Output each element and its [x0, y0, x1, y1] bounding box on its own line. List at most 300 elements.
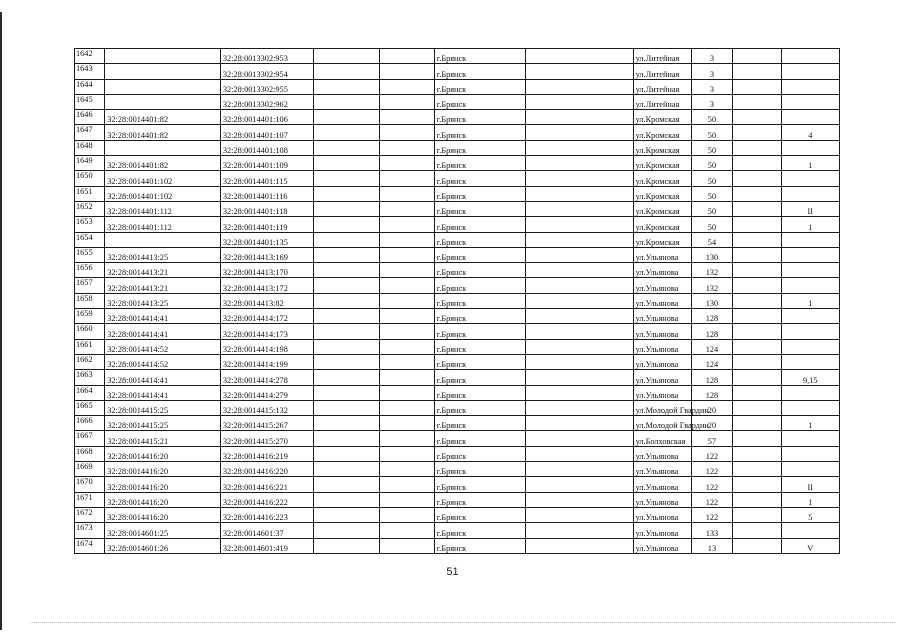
empty-cell [313, 400, 379, 415]
empty-cell [732, 538, 781, 553]
empty-cell [313, 49, 379, 64]
premises-number [781, 278, 839, 293]
parcel-cadastral-number: 32:28:0014416:20 [105, 477, 221, 492]
row-number: 1645 [75, 94, 105, 109]
premises-number: II [781, 201, 839, 216]
parcel-cadastral-number: 32:28:0014414:52 [105, 354, 221, 369]
empty-cell [732, 385, 781, 400]
parcel-cadastral-number: 32:28:0014601:26 [105, 538, 221, 553]
parcel-cadastral-number: 32:28:0014401:82 [105, 156, 221, 171]
empty-cell [379, 339, 434, 354]
row-number: 1665 [75, 400, 105, 415]
street-name: ул.Ульянова [633, 309, 691, 324]
table-row [75, 462, 840, 477]
city-name: г.Брянск [434, 125, 525, 140]
building-cadastral-number: 32:28:0014401:116 [220, 186, 313, 201]
premises-number: 1 [781, 492, 839, 507]
empty-cell [313, 171, 379, 186]
parcel-cadastral-number: 32:28:0014413:25 [105, 247, 221, 262]
empty-cell [525, 523, 633, 538]
table-row [75, 79, 840, 94]
street-name: ул.Ульянова [633, 370, 691, 385]
street-name: ул.Ульянова [633, 339, 691, 354]
street-name: ул.Литейная [633, 49, 691, 64]
table-row [75, 171, 840, 186]
city-name: г.Брянск [434, 477, 525, 492]
house-number: 3 [691, 64, 732, 79]
house-number: 57 [691, 431, 732, 446]
empty-cell [732, 247, 781, 262]
city-name: г.Брянск [434, 385, 525, 400]
street-name: ул.Ульянова [633, 477, 691, 492]
row-number: 1656 [75, 263, 105, 278]
building-cadastral-number: 32:28:0014414:278 [220, 370, 313, 385]
table-row [75, 385, 840, 400]
premises-number: 1 [781, 416, 839, 431]
table-row [75, 324, 840, 339]
premises-number [781, 171, 839, 186]
empty-cell [313, 507, 379, 522]
city-name: г.Брянск [434, 431, 525, 446]
parcel-cadastral-number: 32:28:0014414:41 [105, 385, 221, 400]
street-name: ул.Ульянова [633, 523, 691, 538]
premises-number [781, 110, 839, 125]
empty-cell [525, 140, 633, 155]
house-number: 54 [691, 232, 732, 247]
street-name: ул.Ульянова [633, 462, 691, 477]
empty-cell [732, 339, 781, 354]
empty-cell [379, 140, 434, 155]
empty-cell [379, 156, 434, 171]
street-name: ул.Ульянова [633, 385, 691, 400]
city-name: г.Брянск [434, 79, 525, 94]
house-number: 50 [691, 186, 732, 201]
street-name: ул.Ульянова [633, 263, 691, 278]
table-row [75, 278, 840, 293]
building-cadastral-number: 32:28:0014413:169 [220, 247, 313, 262]
premises-number [781, 446, 839, 461]
building-cadastral-number: 32:28:0014601:37 [220, 523, 313, 538]
row-number: 1653 [75, 217, 105, 232]
city-name: г.Брянск [434, 110, 525, 125]
empty-cell [379, 217, 434, 232]
building-cadastral-number: 32:28:0014414:279 [220, 385, 313, 400]
parcel-cadastral-number: 32:28:0014413:21 [105, 278, 221, 293]
empty-cell [379, 446, 434, 461]
empty-cell [732, 462, 781, 477]
empty-cell [313, 324, 379, 339]
row-number: 1672 [75, 507, 105, 522]
street-name: ул.Ульянова [633, 278, 691, 293]
empty-cell [379, 462, 434, 477]
empty-cell [525, 416, 633, 431]
empty-cell [379, 293, 434, 308]
premises-number [781, 64, 839, 79]
table-row [75, 477, 840, 492]
house-number: 50 [691, 125, 732, 140]
table-row [75, 538, 840, 553]
building-cadastral-number: 32:28:0013302:962 [220, 94, 313, 109]
building-cadastral-number: 32:28:0014416:222 [220, 492, 313, 507]
table-row [75, 339, 840, 354]
table-row [75, 492, 840, 507]
row-number: 1648 [75, 140, 105, 155]
house-number: 3 [691, 94, 732, 109]
building-cadastral-number: 32:28:0014401:107 [220, 125, 313, 140]
empty-cell [379, 247, 434, 262]
parcel-cadastral-number: 32:28:0014401:102 [105, 171, 221, 186]
empty-cell [313, 293, 379, 308]
table-row [75, 507, 840, 522]
premises-number [781, 354, 839, 369]
street-name: ул.Ульянова [633, 354, 691, 369]
house-number: 132 [691, 263, 732, 278]
row-number: 1650 [75, 171, 105, 186]
parcel-cadastral-number: 32:28:0014401:82 [105, 125, 221, 140]
table-row [75, 232, 840, 247]
empty-cell [525, 156, 633, 171]
building-cadastral-number: 32:28:0014416:223 [220, 507, 313, 522]
table-row [75, 523, 840, 538]
street-name: ул.Литейная [633, 64, 691, 79]
building-cadastral-number: 32:28:0014415:132 [220, 400, 313, 415]
table-row [75, 201, 840, 216]
premises-number: 1 [781, 217, 839, 232]
city-name: г.Брянск [434, 354, 525, 369]
city-name: г.Брянск [434, 523, 525, 538]
city-name: г.Брянск [434, 217, 525, 232]
building-cadastral-number: 32:28:0014413:172 [220, 278, 313, 293]
premises-number [781, 339, 839, 354]
parcel-cadastral-number: 32:28:0014416:20 [105, 507, 221, 522]
row-number: 1643 [75, 64, 105, 79]
table-row [75, 400, 840, 415]
row-number: 1667 [75, 431, 105, 446]
empty-cell [525, 293, 633, 308]
empty-cell [379, 49, 434, 64]
street-name: ул.Болховская [633, 431, 691, 446]
premises-number [781, 400, 839, 415]
empty-cell [732, 49, 781, 64]
house-number: 50 [691, 217, 732, 232]
empty-cell [525, 278, 633, 293]
premises-number [781, 263, 839, 278]
city-name: г.Брянск [434, 201, 525, 216]
empty-cell [525, 492, 633, 507]
parcel-cadastral-number: 32:28:0014414:41 [105, 324, 221, 339]
empty-cell [313, 354, 379, 369]
empty-cell [379, 186, 434, 201]
empty-cell [525, 79, 633, 94]
empty-cell [525, 125, 633, 140]
building-cadastral-number: 32:28:0014401:109 [220, 156, 313, 171]
empty-cell [379, 507, 434, 522]
empty-cell [313, 201, 379, 216]
empty-cell [525, 171, 633, 186]
street-name: ул.Молодой Гвардии [633, 400, 691, 415]
row-number: 1642 [75, 49, 105, 64]
house-number: 130 [691, 247, 732, 262]
building-cadastral-number: 32:28:0014416:221 [220, 477, 313, 492]
empty-cell [313, 217, 379, 232]
house-number: 132 [691, 278, 732, 293]
street-name: ул.Кромская [633, 125, 691, 140]
city-name: г.Брянск [434, 309, 525, 324]
parcel-cadastral-number [105, 64, 221, 79]
row-number: 1647 [75, 125, 105, 140]
building-cadastral-number: 32:28:0014415:270 [220, 431, 313, 446]
parcel-cadastral-number: 32:28:0014401:112 [105, 201, 221, 216]
street-name: ул.Кромская [633, 232, 691, 247]
empty-cell [732, 263, 781, 278]
empty-cell [732, 186, 781, 201]
street-name: ул.Молодой Гвардии [633, 416, 691, 431]
empty-cell [732, 446, 781, 461]
empty-cell [525, 339, 633, 354]
parcel-cadastral-number: 32:28:0014413:25 [105, 293, 221, 308]
empty-cell [732, 278, 781, 293]
empty-cell [732, 125, 781, 140]
empty-cell [732, 309, 781, 324]
parcel-cadastral-number [105, 140, 221, 155]
parcel-cadastral-number: 32:28:0014414:52 [105, 339, 221, 354]
empty-cell [379, 523, 434, 538]
empty-cell [313, 492, 379, 507]
row-number: 1651 [75, 186, 105, 201]
empty-cell [525, 49, 633, 64]
parcel-cadastral-number: 32:28:0014415:21 [105, 431, 221, 446]
city-name: г.Брянск [434, 538, 525, 553]
empty-cell [732, 324, 781, 339]
premises-number [781, 232, 839, 247]
empty-cell [525, 431, 633, 446]
city-name: г.Брянск [434, 370, 525, 385]
empty-cell [379, 79, 434, 94]
empty-cell [313, 64, 379, 79]
building-cadastral-number: 32:28:0014401:106 [220, 110, 313, 125]
city-name: г.Брянск [434, 507, 525, 522]
empty-cell [525, 507, 633, 522]
empty-cell [313, 125, 379, 140]
row-number: 1658 [75, 293, 105, 308]
table-row [75, 156, 840, 171]
street-name: ул.Кромская [633, 217, 691, 232]
premises-number [781, 140, 839, 155]
parcel-cadastral-number: 32:28:0014415:25 [105, 416, 221, 431]
city-name: г.Брянск [434, 171, 525, 186]
premises-number [781, 247, 839, 262]
table-row [75, 110, 840, 125]
empty-cell [313, 79, 379, 94]
empty-cell [379, 232, 434, 247]
parcel-cadastral-number [105, 79, 221, 94]
premises-number [781, 324, 839, 339]
page-number: 51 [446, 566, 459, 578]
empty-cell [525, 538, 633, 553]
city-name: г.Брянск [434, 247, 525, 262]
city-name: г.Брянск [434, 492, 525, 507]
premises-number: 1 [781, 293, 839, 308]
empty-cell [379, 309, 434, 324]
empty-cell [313, 477, 379, 492]
empty-cell [525, 462, 633, 477]
empty-cell [379, 370, 434, 385]
building-cadastral-number: 32:28:0013302:955 [220, 79, 313, 94]
empty-cell [313, 446, 379, 461]
parcel-cadastral-number: 32:28:0014416:20 [105, 492, 221, 507]
row-number: 1674 [75, 538, 105, 553]
table-row [75, 309, 840, 324]
building-cadastral-number: 32:28:0014401:119 [220, 217, 313, 232]
empty-cell [379, 400, 434, 415]
premises-number: 5 [781, 507, 839, 522]
empty-cell [313, 140, 379, 155]
row-number: 1654 [75, 232, 105, 247]
empty-cell [379, 477, 434, 492]
empty-cell [313, 232, 379, 247]
empty-cell [732, 370, 781, 385]
premises-number [781, 385, 839, 400]
empty-cell [313, 247, 379, 262]
street-name: ул.Кромская [633, 186, 691, 201]
empty-cell [313, 538, 379, 553]
empty-cell [732, 140, 781, 155]
empty-cell [313, 431, 379, 446]
row-number: 1657 [75, 278, 105, 293]
empty-cell [313, 523, 379, 538]
empty-cell [732, 110, 781, 125]
empty-cell [525, 400, 633, 415]
table-row [75, 217, 840, 232]
table-row [75, 446, 840, 461]
empty-cell [313, 156, 379, 171]
empty-cell [313, 416, 379, 431]
house-number: 122 [691, 507, 732, 522]
city-name: г.Брянск [434, 64, 525, 79]
street-name: ул.Ульянова [633, 446, 691, 461]
street-name: ул.Кромская [633, 156, 691, 171]
premises-number [781, 49, 839, 64]
house-number: 50 [691, 171, 732, 186]
empty-cell [525, 446, 633, 461]
empty-cell [379, 263, 434, 278]
row-number: 1652 [75, 201, 105, 216]
building-cadastral-number: 32:28:0014401:135 [220, 232, 313, 247]
building-cadastral-number: 32:28:0014414:172 [220, 309, 313, 324]
empty-cell [379, 278, 434, 293]
empty-cell [379, 94, 434, 109]
empty-cell [732, 232, 781, 247]
empty-cell [379, 385, 434, 400]
empty-cell [732, 400, 781, 415]
row-number: 1644 [75, 79, 105, 94]
empty-cell [732, 156, 781, 171]
table-row [75, 293, 840, 308]
premises-number [781, 186, 839, 201]
street-name: ул.Ульянова [633, 293, 691, 308]
premises-number [781, 79, 839, 94]
parcel-cadastral-number: 32:28:0014414:41 [105, 370, 221, 385]
building-cadastral-number: 32:28:0014413:82 [220, 293, 313, 308]
empty-cell [732, 492, 781, 507]
parcel-cadastral-number: 32:28:0014601:25 [105, 523, 221, 538]
city-name: г.Брянск [434, 339, 525, 354]
row-number: 1659 [75, 309, 105, 324]
street-name: ул.Литейная [633, 79, 691, 94]
parcel-cadastral-number: 32:28:0014416:20 [105, 462, 221, 477]
empty-cell [732, 431, 781, 446]
empty-cell [525, 309, 633, 324]
table-row [75, 416, 840, 431]
empty-cell [379, 125, 434, 140]
premises-number [781, 309, 839, 324]
row-number: 1664 [75, 385, 105, 400]
city-name: г.Брянск [434, 263, 525, 278]
parcel-cadastral-number: 32:28:0014413:21 [105, 263, 221, 278]
house-number: 13 [691, 538, 732, 553]
table-row [75, 263, 840, 278]
house-number: 130 [691, 293, 732, 308]
table-row [75, 49, 840, 64]
house-number: 20 [691, 416, 732, 431]
street-name: ул.Литейная [633, 94, 691, 109]
parcel-cadastral-number: 32:28:0014415:25 [105, 400, 221, 415]
parcel-cadastral-number [105, 94, 221, 109]
empty-cell [525, 385, 633, 400]
premises-number [781, 431, 839, 446]
street-name: ул.Кромская [633, 140, 691, 155]
empty-cell [525, 370, 633, 385]
house-number: 50 [691, 110, 732, 125]
house-number: 124 [691, 339, 732, 354]
row-number: 1666 [75, 416, 105, 431]
empty-cell [379, 538, 434, 553]
row-number: 1663 [75, 370, 105, 385]
empty-cell [732, 94, 781, 109]
row-number: 1671 [75, 492, 105, 507]
empty-cell [525, 232, 633, 247]
row-number: 1646 [75, 110, 105, 125]
table-row [75, 125, 840, 140]
empty-cell [732, 79, 781, 94]
premises-number: 4 [781, 125, 839, 140]
empty-cell [525, 201, 633, 216]
street-name: ул.Кромская [633, 171, 691, 186]
empty-cell [732, 416, 781, 431]
registry-table [74, 48, 840, 554]
empty-cell [732, 171, 781, 186]
empty-cell [379, 64, 434, 79]
house-number: 133 [691, 523, 732, 538]
empty-cell [732, 201, 781, 216]
empty-cell [732, 477, 781, 492]
house-number: 50 [691, 201, 732, 216]
city-name: г.Брянск [434, 140, 525, 155]
empty-cell [313, 385, 379, 400]
empty-cell [732, 507, 781, 522]
empty-cell [379, 201, 434, 216]
row-number: 1662 [75, 354, 105, 369]
city-name: г.Брянск [434, 94, 525, 109]
empty-cell [313, 370, 379, 385]
scan-edge-line [0, 12, 2, 630]
building-cadastral-number: 32:28:0014414:199 [220, 354, 313, 369]
row-number: 1661 [75, 339, 105, 354]
table-row [75, 94, 840, 109]
house-number: 128 [691, 370, 732, 385]
premises-number: 9,15 [781, 370, 839, 385]
house-number: 128 [691, 324, 732, 339]
